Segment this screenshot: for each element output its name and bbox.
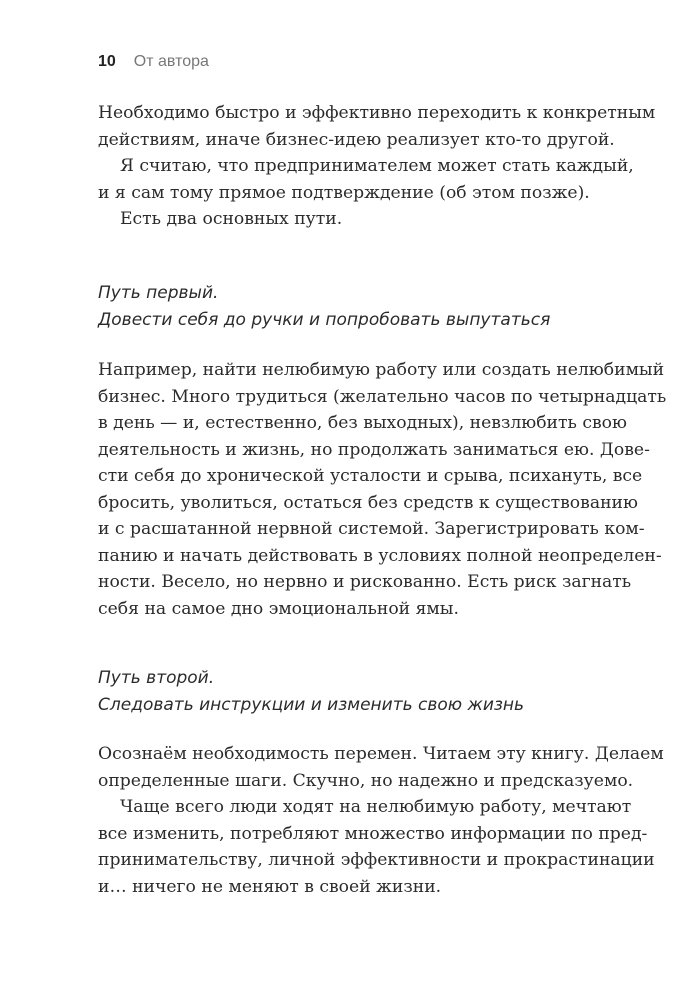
heading-line: Путь первый.: [98, 283, 219, 303]
text-line: и с расшатанной нервной системой. Зарегистрировать ком-: [98, 519, 645, 539]
heading-line: Довести себя до ручки и попробовать выпутаться: [98, 309, 551, 330]
text-line: Необходимо быстро и эффективно переходить к конкретным: [98, 103, 656, 123]
section-heading-path-two: [98, 665, 598, 718]
text-line: принимательству, личной эффективности и прокрастинации: [98, 850, 655, 870]
intro-text: [98, 100, 656, 233]
text-line: Осознаём необходимость перемен. Читаем эту книгу. Делаем: [98, 744, 664, 764]
text-line: бизнес. Много трудиться (желательно часов по четырнадцать: [98, 386, 667, 407]
text-line: и я сам тому прямое подтверждение (об этом позже).: [98, 182, 590, 203]
text-line: все изменить, потребляют множество информации по пред-: [98, 823, 648, 844]
chapter-title: От автора: [133, 53, 209, 70]
text-line: и… ничего не меняют в своей жизни.: [98, 876, 442, 897]
text-line: сти себя до хронической усталости и срыва, психануть, все: [98, 466, 643, 486]
text-line: определенные шаги. Скучно, но надежно и предсказуемо.: [98, 770, 634, 791]
page-number: 10: [98, 53, 116, 70]
running-head: [98, 52, 209, 72]
text-line: деятельность и жизнь, но продолжать заниматься ею. Дове-: [98, 439, 650, 460]
path-one-text: [98, 357, 667, 622]
text-line: Чаще всего люди ходят на нелюбимую работу, мечтают: [120, 797, 632, 817]
text-line: Я считаю, что предпринимателем может стать каждый,: [120, 156, 634, 176]
text-line: в день — и, естественно, без выходных), невзлюбить свою: [98, 413, 627, 433]
text-line: себя на самое дно эмоциональной ямы.: [98, 598, 459, 619]
text-line: панию и начать действовать в условиях полной неопределен-: [98, 545, 662, 566]
section-heading-path-one: [98, 280, 598, 333]
text-line: Например, найти нелюбимую работу или создать нелюбимый: [98, 360, 665, 380]
heading-line: Следовать инструкции и изменить свою жизнь: [98, 694, 525, 715]
text-line: действиям, иначе бизнес-идею реализует кто-то другой.: [98, 129, 615, 150]
path-two-text: [98, 741, 664, 900]
text-line: бросить, уволиться, остаться без средств к существованию: [98, 492, 638, 513]
text-line: Есть два основных пути.: [120, 209, 343, 229]
heading-line: Путь второй.: [98, 668, 215, 688]
text-line: ности. Весело, но нервно и рискованно. Есть риск загнать: [98, 572, 632, 592]
